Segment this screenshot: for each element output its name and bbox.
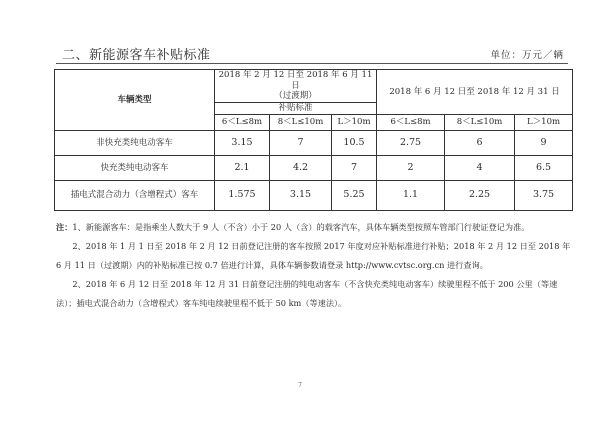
subsidy-value-cell: 7 — [270, 130, 332, 155]
subsidy-value-cell: 2 — [377, 155, 445, 180]
title-underline — [56, 63, 568, 64]
subsidy-value-cell: 3.75 — [515, 180, 573, 210]
note-item: 2、2018 年 1 月 1 日至 2018 年 2 月 12 日前登记注册的客车按照 2017 年度对应补贴标准进行补贴；2018 年 2 月 12 日至 2018 年 6 月 11 日（过渡期）内的补贴标准已按 0.7 倍进行计算，具体车辆参数请登录 http://www.cvtsc.org.cn 进行查询。 — [56, 241, 571, 270]
note-item: 2、2018 年 6 月 12 日至 2018 年 12 月 31 日前登记注册的纯电动客车（不含快充类纯电动客车）续驶里程不低于 200 公里（等速法）；插电式混合动力（含增程式）客车纯电续驶里程不低于 50 km（等速法）。 — [56, 279, 558, 308]
length-header: 8＜L≤10m — [445, 114, 515, 130]
length-header: L＞10m — [515, 114, 573, 130]
vehicle-type-cell: 快充类纯电动客车 — [55, 155, 215, 180]
subsidy-value-cell: 4.2 — [270, 155, 332, 180]
subsidy-value-cell: 3.15 — [215, 130, 270, 155]
subsidy-value-cell: 4 — [445, 155, 515, 180]
length-header: 8＜L≤10m — [270, 114, 332, 130]
notes — [56, 218, 572, 313]
subsidy-value-cell: 10.5 — [332, 130, 377, 155]
length-header: 6＜L≤8m — [377, 114, 445, 130]
length-header: L＞10m — [332, 114, 377, 130]
note-text: 1、新能源客车：是指乘坐人数大于 9 人（不含）小于 20 人（含）的载客汽车，具体车辆类型按照车管部门行驶证登记为准。 — [72, 222, 530, 232]
subsidy-value-cell: 3.15 — [270, 180, 332, 210]
period1-group-header: 补贴标准 — [215, 102, 377, 114]
period1-header — [215, 70, 377, 103]
subsidy-value-cell: 9 — [515, 130, 573, 155]
page-title: 二、新能源客车补贴标准 — [62, 48, 211, 63]
subsidy-value-cell: 6 — [445, 130, 515, 155]
note-item — [56, 218, 572, 237]
table-row — [55, 180, 573, 210]
vehicle-type-header: 车辆类型 — [55, 70, 215, 131]
unit-label: 单位：万元／辆 — [490, 50, 564, 61]
subsidy-value-cell: 5.25 — [332, 180, 377, 210]
period1-subtitle: （过渡期） — [274, 91, 317, 102]
subsidy-value-cell: 6.5 — [515, 155, 573, 180]
table-header-row — [55, 70, 573, 103]
table-row — [55, 155, 573, 180]
subsidy-value-cell: 2.75 — [377, 130, 445, 155]
subsidy-value-cell: 2.1 — [215, 155, 270, 180]
subsidy-value-cell: 7 — [332, 155, 377, 180]
vehicle-type-cell: 非快充类纯电动客车 — [55, 130, 215, 155]
period2-title: 2018 年 6 月 12 日至 2018 年 12 月 31 日 — [377, 70, 573, 115]
table-row — [55, 130, 573, 155]
subsidy-value-cell: 2.25 — [445, 180, 515, 210]
page-number: 7 — [298, 382, 302, 389]
vehicle-type-cell: 插电式混合动力（含增程式）客车 — [55, 180, 215, 210]
period1-title: 2018 年 2 月 12 日至 2018 年 6 月 11 日 — [218, 70, 373, 91]
subsidy-table — [54, 69, 573, 211]
subsidy-value-cell: 1.1 — [377, 180, 445, 210]
notes-label: 注： — [56, 222, 73, 232]
length-header: 6＜L≤8m — [215, 114, 270, 130]
subsidy-value-cell: 1.575 — [215, 180, 270, 210]
